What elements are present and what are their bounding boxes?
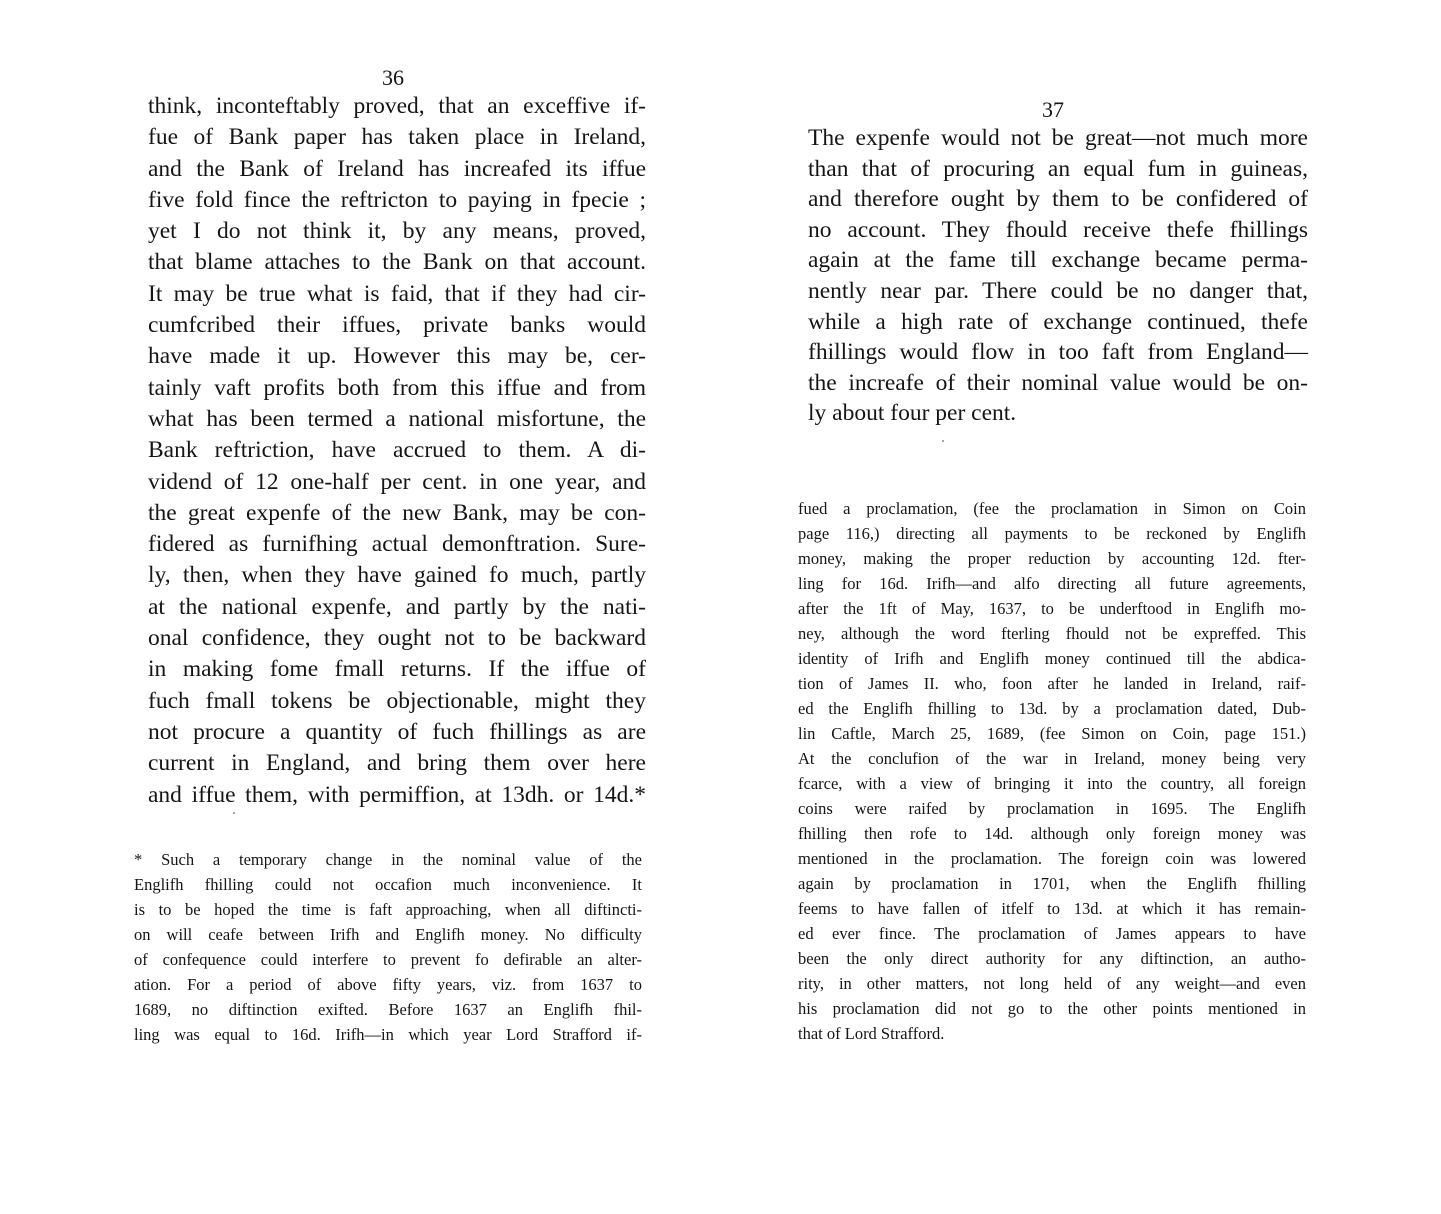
footnote-line: fcarce, with a view of bringing it into the country, all foreign [798,774,1306,793]
text-line: yet I do not think it, by any means, proved, [148,218,646,245]
footnote-line: money, making the proper reduction by accounting 12d. fter- [798,549,1306,568]
footnote-line: * Such a temporary change in the nominal value of the [134,850,642,869]
text-line: think, inconteftably proved, that an exceffive if- [148,93,646,119]
text-line: It may be true what is faid, that if they had cir- [148,280,646,307]
footnote-line: after the 1ft of May, 1637, to be underftood in Englifh mo- [798,599,1306,618]
text-line: than that of procuring an equal fum in guineas, [808,155,1308,182]
text-line: five fold fince the reftricton to paying in fpecie ; [148,186,646,213]
text-line: in making fome fmall returns. If the iffue of [148,656,646,683]
footnote-line: his proclamation did not go to the other points mentioned in [798,999,1306,1018]
text-line: Bank reftriction, have accrued to them. A di- [148,437,646,464]
footnote-line: on will ceafe between Irifh and Englifh money. No difficulty [134,925,642,944]
footnote-line: is to be hoped the time is faft approaching, when all diftincti- [134,900,642,919]
text-line: fhillings would flow in too faft from England— [808,339,1308,366]
footnote-line: feems to have fallen of itfelf to 13d. at which it has remain- [798,899,1306,918]
footnote-line: ation. For a period of above fifty years, viz. from 1637 to [134,975,642,994]
footnote-line: rity, in other matters, not long held of any weight—and even [798,974,1306,993]
text-line: have made it up. However this may be, cer- [148,343,646,370]
text-line: what has been termed a national misfortune, the [148,405,646,432]
footnote-line: lin Caftle, March 25, 1689, (fee Simon on Coin, page 151.) [798,724,1306,743]
body-text [148,91,646,811]
text-line: and the Bank of Ireland has increafed its iffue [148,155,646,182]
text-line: the increafe of their nominal value would be on- [808,369,1308,396]
text-line: fuch fmall tokens be objectionable, might they [148,687,646,714]
ink-speck [233,812,235,814]
left-page [0,0,720,1214]
text-line: at the national expenfe, and partly by the nati- [148,593,646,620]
body-text [808,123,1308,429]
text-line: that blame attaches to the Bank on that account. [148,249,646,276]
text-line: no account. They fhould receive thefe fhillings [808,216,1308,243]
footnote-line: At the conclufion of the war in Ireland, money being very [798,749,1306,768]
footnote-line: been the only direct authority for any diftinction, an autho- [798,949,1306,968]
text-line: current in England, and bring them over here [148,750,646,777]
text-line: again at the fame till exchange became perma- [808,247,1308,274]
page-number: 36 [382,65,404,90]
footnote-line: page 116,) directing all payments to be reckoned by Englifh [798,524,1306,543]
text-line: and iffue them, with permiffion, at 13dh. or 14d.* [148,781,646,808]
footnote-line: ling was equal to 16d. Irifh—in which year Lord Strafford if- [134,1025,642,1044]
text-line: nently near par. There could be no danger that, [808,277,1308,304]
text-line: not procure a quantity of fuch fhillings as are [148,718,646,745]
footnote [798,496,1306,1046]
ink-speck [942,440,944,442]
text-line: ly, then, when they have gained fo much, partly [148,562,646,589]
footnote-line: tion of James II. who, foon after he landed in Ireland, raif- [798,674,1306,693]
footnote-line: coins were raifed by proclamation in 1695. The Englifh [798,799,1306,818]
footnote-line: that of Lord Strafford. [798,1024,945,1043]
footnote-line: ed the Englifh fhilling to 13d. by a proclamation dated, Dub- [798,699,1306,718]
footnote-line: mentioned in the proclamation. The foreign coin was lowered [798,849,1306,868]
text-line: while a high rate of exchange continued, thefe [808,308,1308,335]
footnote-line: again by proclamation in 1701, when the Englifh fhilling [798,874,1306,893]
footnote-line: ney, although the word fterling fhould not be expreffed. This [798,624,1306,643]
text-line: onal confidence, they ought not to be backward [148,625,646,652]
footnote-line: fhilling then rofe to 14d. although only foreign money was [798,824,1306,843]
text-line: the great expenfe of the new Bank, may be con- [148,499,646,526]
footnote-line: of confequence could interfere to prevent fo defirable an alter- [134,950,642,969]
page-number: 37 [1042,97,1064,122]
right-page [720,0,1441,1214]
text-line: ly about four per cent. [808,400,1017,427]
text-line: fue of Bank paper has taken place in Ireland, [148,124,646,151]
footnote-line: ed ever fince. The proclamation of James appears to have [798,924,1306,943]
text-line: tainly vaft profits both from this iffue and from [148,374,646,401]
footnote-line: 1689, no diftinction exifted. Before 1637 an Englifh fhil- [134,1000,642,1019]
text-line: vidend of 12 one-half per cent. in one year, and [148,468,646,495]
footnote-line: fued a proclamation, (fee the proclamation in Simon on Coin [798,499,1306,518]
footnote-line: identity of Irifh and Englifh money continued till the abdica- [798,649,1306,668]
text-line: cumfcribed their iffues, private banks would [148,312,646,339]
footnote-line: Englifh fhilling could not occafion much inconvenience. It [134,875,642,894]
text-line: fidered as furnifhing actual demonftration. Sure- [148,531,646,558]
text-line: The expenfe would not be great—not much more [808,125,1308,151]
footnote-line: ling for 16d. Irifh—and alfo directing all future agreements, [798,574,1306,593]
text-line: and therefore ought by them to be confidered of [808,186,1308,213]
footnote [134,847,642,1047]
